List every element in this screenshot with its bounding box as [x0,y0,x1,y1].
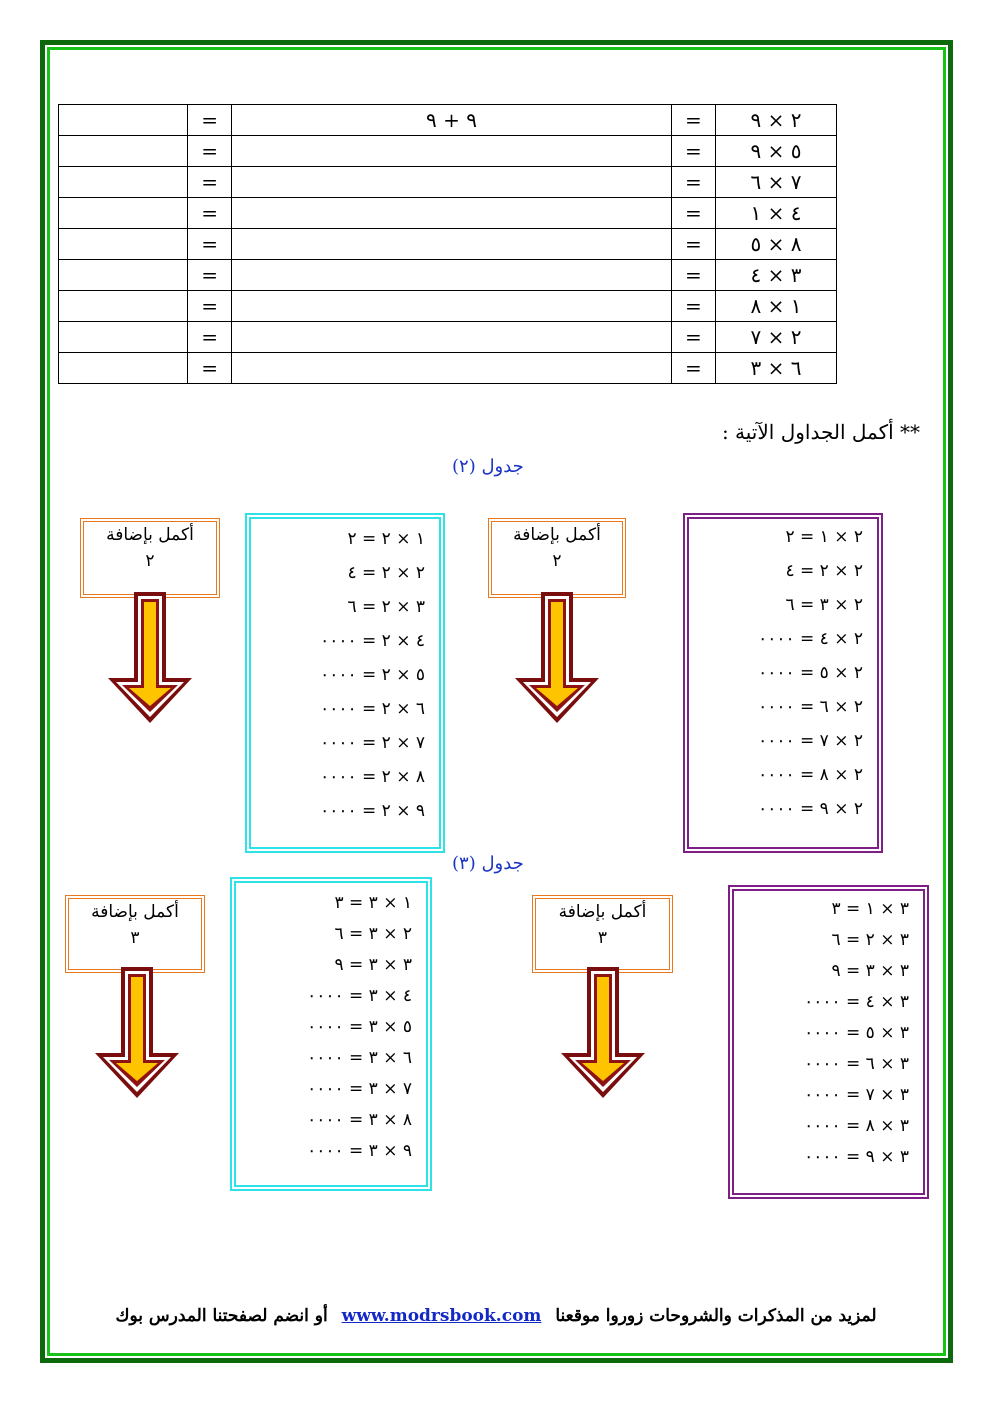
equation-row: ٥ × ٢ = ٠٠٠٠ [320,665,425,685]
equation-row: ٨ × ٣ = ٠٠٠٠ [307,1110,412,1130]
equation-row: ٣ × ٤ = ٠٠٠٠ [804,992,909,1012]
equation-row: ٤ × ٢ = ٠٠٠٠ [320,631,425,651]
equation-row: ٦ × ٣ = ٠٠٠٠ [307,1048,412,1068]
equation-row: ٢ × ٧ = ٠٠٠٠ [758,731,863,751]
table-row [59,229,837,260]
equals-sign: = [671,198,715,229]
equals-sign: = [187,167,231,198]
hint-number: ٢ [145,551,155,571]
table-row [59,291,837,322]
table2-caption: جدول (٢) [452,456,524,477]
equation-row: ٣ × ٢ = ٦ [831,930,909,950]
table-row [59,353,837,384]
down-arrow-icon [106,590,194,725]
hint-number: ٣ [130,928,140,948]
equals-sign: = [187,353,231,384]
work-cell[interactable] [232,229,671,260]
expression-cell: ٤ × ١ [716,198,837,229]
equation-row: ٣ × ٢ = ٦ [347,597,425,617]
multiplication-facts-table [58,104,837,384]
work-cell[interactable] [232,136,671,167]
down-arrow-icon [513,590,601,725]
down-arrow-icon [559,965,647,1100]
equation-row: ٢ × ٤ = ٠٠٠٠ [758,629,863,649]
expression-cell: ٥ × ٩ [716,136,837,167]
equation-row: ٤ × ٣ = ٠٠٠٠ [307,986,412,1006]
equals-sign: = [671,167,715,198]
website-link[interactable]: www.modrsbook.com [341,1306,542,1326]
down-arrow-icon [93,965,181,1100]
table-row [59,136,837,167]
equals-sign: = [671,322,715,353]
equals-sign: = [187,105,231,136]
table3-hint-box-right [532,895,673,973]
equals-sign: = [187,322,231,353]
work-cell[interactable] [232,291,671,322]
table-row [59,105,837,136]
equals-sign: = [671,105,715,136]
equals-sign: = [187,229,231,260]
answer-cell[interactable] [59,260,188,291]
answer-cell[interactable] [59,353,188,384]
equals-sign: = [187,198,231,229]
equals-sign: = [671,291,715,322]
footer-text-before: لمزيد من المذكرات والشروحات زوروا موقعنا [555,1306,877,1326]
equation-row: ٢ × ٩ = ٠٠٠٠ [758,799,863,819]
equals-sign: = [671,260,715,291]
hint-text: أكمل بإضافة [91,902,179,922]
table-row [59,167,837,198]
equation-row: ٢ × ٢ = ٤ [347,563,425,583]
equation-row: ٢ × ٦ = ٠٠٠٠ [758,697,863,717]
equation-row: ٩ × ٣ = ٠٠٠٠ [307,1141,412,1161]
equation-row: ٣ × ٦ = ٠٠٠٠ [804,1054,909,1074]
equation-row: ٦ × ٢ = ٠٠٠٠ [320,699,425,719]
answer-cell[interactable] [59,167,188,198]
equation-row: ٣ × ٩ = ٠٠٠٠ [804,1147,909,1167]
table3-purple-box [728,885,929,1199]
hint-text: أكمل بإضافة [106,525,194,545]
hint-text: أكمل بإضافة [513,525,601,545]
equation-row: ١ × ٢ = ٢ [347,529,425,549]
footer [0,1306,992,1326]
equation-row: ٢ × ٨ = ٠٠٠٠ [758,765,863,785]
hint-number: ٣ [597,928,608,948]
equals-sign: = [671,136,715,167]
answer-cell[interactable] [59,322,188,353]
equation-row: ١ × ٣ = ٣ [334,893,412,913]
expression-cell: ٢ × ٧ [716,322,837,353]
work-cell[interactable] [232,322,671,353]
answer-cell[interactable] [59,291,188,322]
equals-sign: = [671,353,715,384]
equals-sign: = [671,229,715,260]
table-row [59,260,837,291]
equals-sign: = [187,136,231,167]
work-cell[interactable] [232,353,671,384]
table2-cyan-box [245,513,445,853]
work-cell[interactable] [232,198,671,229]
equation-row: ٣ × ١ = ٣ [831,899,909,919]
equation-row: ٢ × ٥ = ٠٠٠٠ [758,663,863,683]
table3-caption: جدول (٣) [452,853,524,874]
answer-cell[interactable] [59,105,188,136]
expression-cell: ٣ × ٤ [716,260,837,291]
table-row [59,322,837,353]
hint-number: ٢ [552,551,562,571]
equation-row: ٢ × ١ = ٢ [785,527,863,547]
equals-sign: = [187,260,231,291]
work-cell[interactable] [232,167,671,198]
work-cell[interactable] [232,260,671,291]
answer-cell[interactable] [59,198,188,229]
footer-text-after: أو انضم لصفحتنا المدرس بوك [115,1306,328,1326]
equation-row: ٢ × ٢ = ٤ [785,561,863,581]
expression-cell: ٦ × ٣ [716,353,837,384]
equation-row: ٢ × ٣ = ٦ [334,924,412,944]
expression-cell: ١ × ٨ [716,291,837,322]
equation-row: ٥ × ٣ = ٠٠٠٠ [307,1017,412,1037]
equation-row: ٣ × ٣ = ٩ [334,955,412,975]
answer-cell[interactable] [59,136,188,167]
equation-row: ٣ × ٥ = ٠٠٠٠ [804,1023,909,1043]
equation-row: ٧ × ٢ = ٠٠٠٠ [320,733,425,753]
hint-text: أكمل بإضافة [558,902,647,922]
equation-row: ٩ × ٢ = ٠٠٠٠ [320,801,425,821]
expression-cell: ٨ × ٥ [716,229,837,260]
table3-hint-box-left [65,895,205,973]
equals-sign: = [187,291,231,322]
equation-row: ٢ × ٣ = ٦ [785,595,863,615]
table3-cyan-box [230,877,432,1191]
work-cell[interactable]: ٩ + ٩ [232,105,671,136]
instruction-heading: ** أكمل الجداول الآتية : [721,420,920,444]
expression-cell: ٧ × ٦ [716,167,837,198]
answer-cell[interactable] [59,229,188,260]
equation-row: ٣ × ٨ = ٠٠٠٠ [804,1116,909,1136]
table2-purple-box [683,513,883,853]
expression-cell: ٢ × ٩ [716,105,837,136]
equation-row: ٨ × ٢ = ٠٠٠٠ [320,767,425,787]
table2-hint-box-right [488,518,626,598]
table-row [59,198,837,229]
equation-row: ٣ × ٣ = ٩ [831,961,909,981]
equation-row: ٣ × ٧ = ٠٠٠٠ [804,1085,909,1105]
table2-hint-box-left [80,518,220,598]
equation-row: ٧ × ٣ = ٠٠٠٠ [307,1079,412,1099]
